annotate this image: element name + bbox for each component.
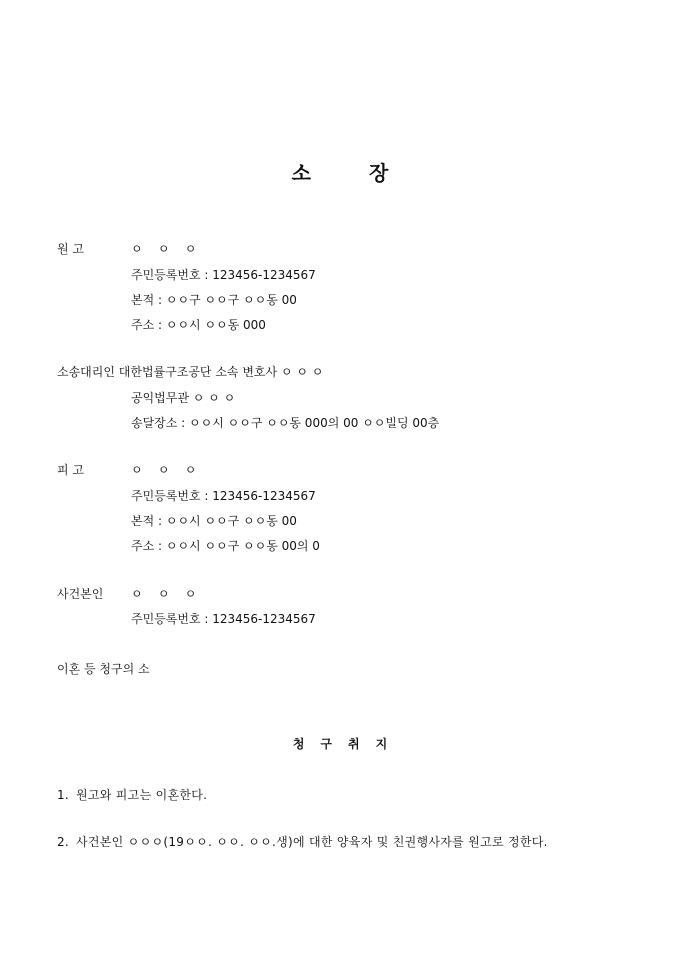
service-address: 송달장소 : ㅇㅇ시 ㅇㅇ구 ㅇㅇ동 000의 00 ㅇㅇ빌딩 00층 (131, 416, 440, 430)
principal-row (57, 586, 196, 602)
claim-heading-char: 구 (320, 737, 332, 751)
claim-item (57, 782, 627, 808)
defendant-resident-no: 주민등록번호 : 123456-1234567 (131, 489, 316, 503)
plaintiff-label: 원 고 (57, 242, 84, 256)
claim-text: 원고와 피고는 이혼한다. (76, 788, 208, 802)
claim-text: 사건본인 ㅇㅇㅇ(19ㅇㅇ. ㅇㅇ. ㅇㅇ.생)에 대한 양육자 및 친권행사자를 원고로 정한다. (76, 835, 548, 849)
principal-label: 사건본인 (57, 587, 104, 601)
claim-heading-char: 지 (375, 737, 388, 751)
defendant-address: 주소 : ㅇㅇ시 ㅇㅇ구 ㅇㅇ동 00의 0 (131, 539, 320, 553)
plaintiff-row (57, 241, 196, 257)
plaintiff-address: 주소 : ㅇㅇ시 ㅇㅇ동 000 (131, 318, 266, 332)
document-title (0, 157, 680, 186)
defendant-registry: 본적 : ㅇㅇ시 ㅇㅇ구 ㅇㅇ동 00 (131, 514, 297, 528)
claim-number: 1. (57, 788, 70, 802)
claim-item (57, 829, 627, 855)
claim-heading-char: 취 (348, 737, 360, 751)
claim-number: 2. (57, 835, 70, 849)
plaintiff-registry: 본적 : ㅇㅇ구 ㅇㅇ구 ㅇㅇ동 00 (131, 293, 297, 307)
defendant-label: 피 고 (57, 463, 84, 477)
attorney-line: 소송대리인 대한법률구조공단 소속 변호사 ㅇ ㅇ ㅇ (57, 365, 324, 379)
defendant-name: ㅇ ㅇ ㅇ (131, 463, 197, 477)
principal-resident-no: 주민등록번호 : 123456-1234567 (131, 612, 316, 626)
plaintiff-name: ㅇ ㅇ ㅇ (131, 242, 197, 256)
claim-heading-char: 청 (292, 737, 305, 751)
claim-heading (0, 735, 680, 752)
title-char-2: 장 (369, 161, 389, 185)
case-name: 이혼 등 청구의 소 (57, 662, 150, 676)
attorney-officer: 공익법무관 ㅇ ㅇ ㅇ (131, 391, 236, 405)
title-char-1: 소 (291, 161, 311, 185)
defendant-row (57, 462, 196, 478)
principal-name: ㅇ ㅇ ㅇ (131, 587, 197, 601)
plaintiff-resident-no: 주민등록번호 : 123456-1234567 (131, 268, 316, 282)
